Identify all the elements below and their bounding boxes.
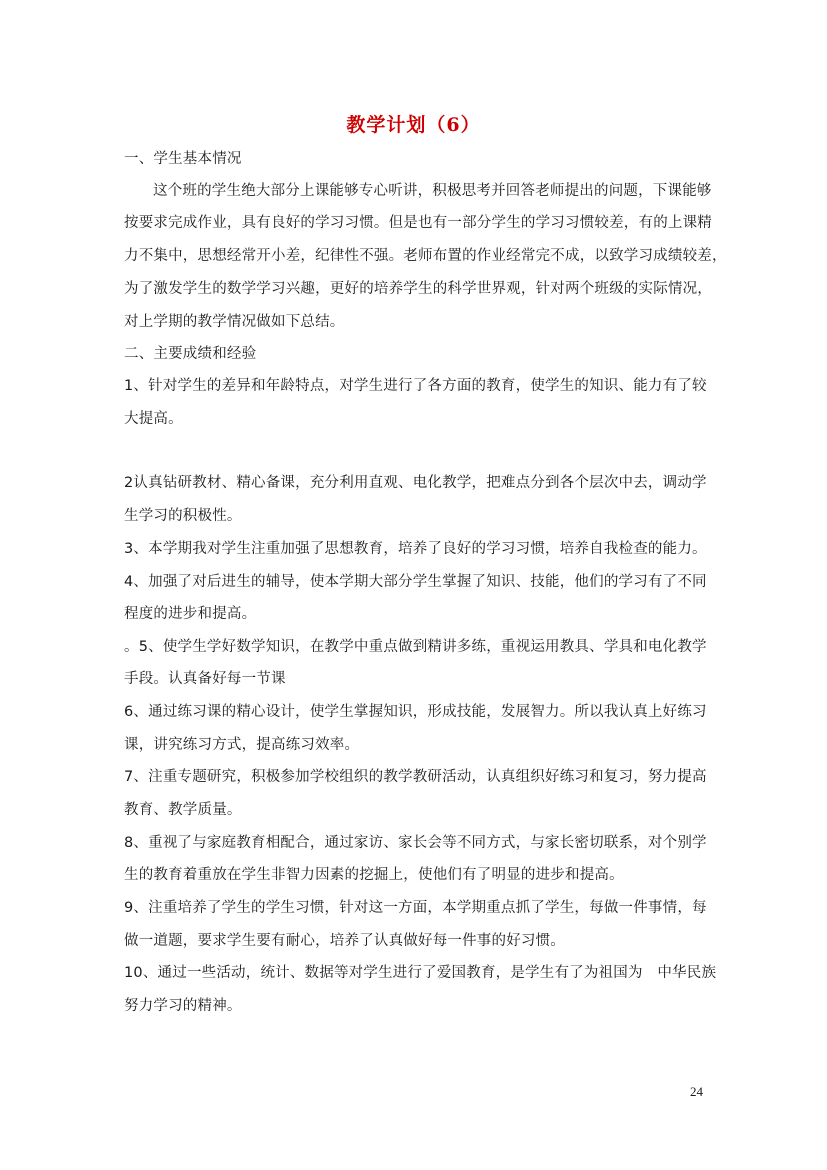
list-item: 。5、使学生学好数学知识，在教学中重点做到精讲多练，重视运用教具、学具和电化教学 [124, 639, 707, 655]
list-item: 4、加强了对后进生的辅导，使本学期大部分学生掌握了知识、技能，他们的学习有了不同 [124, 574, 707, 590]
list-item-cont: 生学习的积极性。 [124, 508, 242, 524]
paragraph-line: 按要求完成作业，具有良好的学习习惯。但是也有一部分学生的学习习惯较差，有的上课精 [124, 215, 712, 231]
list-item-cont: 大提高。 [124, 411, 183, 427]
paragraph-line: 这个班的学生绝大部分上课能够专心听讲，积极思考并回答老师提出的问题，下课能够 [153, 183, 712, 199]
list-item: 8、重视了与家庭教育相配合，通过家访、家长会等不同方式，与家长密切联系，对个别学 [124, 835, 707, 851]
list-item-cont: 教育、教学质量。 [124, 802, 242, 818]
page-number: 24 [690, 1084, 703, 1099]
list-item: 3、本学期我对学生注重加强了思想教育，培养了良好的学习习惯，培养自我检查的能力。 [124, 541, 707, 557]
list-item-cont: 做一道题，要求学生要有耐心，培养了认真做好每一件事的好习惯。 [124, 933, 565, 949]
section-heading-2: 二、主要成绩和经验 [124, 346, 257, 362]
section-heading-1: 一、学生基本情况 [124, 151, 242, 167]
list-item-cont: 课，讲究练习方式，提高练习效率。 [124, 737, 360, 753]
list-item: 9、注重培养了学生的学生习惯，针对这一方面，本学期重点抓了学生，每做一件事情，每 [124, 900, 707, 916]
list-item-cont: 生的教育着重放在学生非智力因素的挖掘上，使他们有了明显的进步和提高。 [124, 867, 624, 883]
list-item: 2认真钻研教材、精心备课，充分利用直观、电化教学，把难点分到各个层次中去，调动学 [124, 475, 707, 491]
document-title: 教学计划（6） [346, 114, 481, 136]
list-item-cont: 程度的进步和提高。 [124, 606, 257, 622]
list-item: 1、针对学生的差异和年龄特点，对学生进行了各方面的教育，使学生的知识、能力有了较 [124, 378, 707, 394]
list-item-cont: 努力学习的精神。 [124, 998, 242, 1014]
list-item: 6、通过练习课的精心设计，使学生掌握知识，形成技能，发展智力。所以我认真上好练习 [124, 704, 707, 720]
paragraph-line: 对上学期的教学情况做如下总结。 [124, 314, 345, 330]
paragraph-line: 为了激发学生的数学学习兴趣，更好的培养学生的科学世界观，针对两个班级的实际情况， [124, 281, 712, 297]
paragraph-line: 力不集中，思想经常开小差，纪律性不强。老师布置的作业经常完不成，以致学习成绩较差， [124, 248, 727, 264]
list-item-cont: 手段。认真备好每一节课 [124, 671, 286, 687]
list-item: 7、注重专题研究，积极参加学校组织的教学教研活动，认真组织好练习和复习，努力提高 [124, 769, 707, 785]
list-item: 10、通过一些活动，统计、数据等对学生进行了爱国教育，是学生有了为祖国为 中华民族 [124, 965, 717, 981]
